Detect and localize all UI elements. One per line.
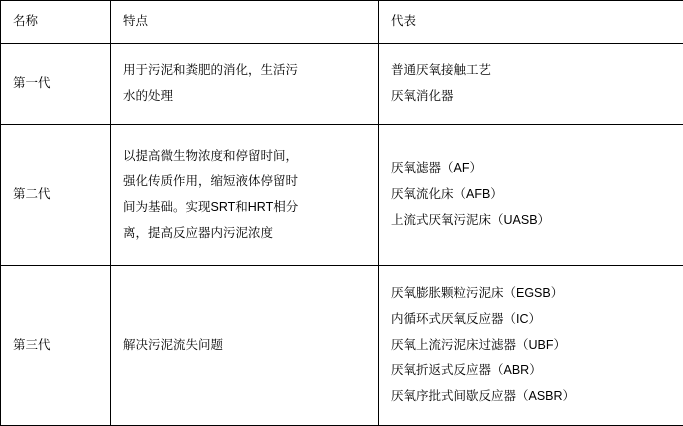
feature-line: 以提高微生物浓度和停留时间， [123, 145, 368, 169]
row-name-generation-2: 第二代 [1, 125, 111, 266]
row-representative-generation-2 [379, 125, 683, 266]
table-row [1, 125, 683, 266]
table-row [1, 266, 683, 426]
table-row [1, 44, 683, 125]
column-header-name: 名称 [1, 1, 111, 44]
representative-line: 厌氧折返式反应器（ABR） [391, 359, 673, 383]
representative-line: 厌氧流化床（AFB） [391, 183, 673, 207]
representative-line: 厌氧滤器（AF） [391, 157, 673, 181]
feature-line: 间为基础。实现SRT和HRT相分 [123, 196, 368, 220]
row-feature-generation-3 [111, 266, 379, 426]
row-name-generation-3: 第三代 [1, 266, 111, 426]
column-header-representative: 代表 [379, 1, 683, 44]
column-header-feature: 特点 [111, 1, 379, 44]
representative-line: 内循环式厌氧反应器（IC） [391, 308, 673, 332]
representative-line: 普通厌氧接触工艺 [391, 59, 673, 83]
representative-line: 厌氧上流污泥床过滤器（UBF） [391, 334, 673, 358]
table-header-row [1, 1, 683, 44]
representative-line: 厌氧膨胀颗粒污泥床（EGSB） [391, 282, 673, 306]
row-representative-generation-3 [379, 266, 683, 426]
feature-line: 水的处理 [123, 85, 368, 109]
feature-line: 离，提高反应器内污泥浓度 [123, 222, 368, 246]
representative-line: 上流式厌氧污泥床（UASB） [391, 209, 673, 233]
feature-line: 解决污泥流失问题 [123, 334, 368, 358]
feature-line: 用于污泥和粪肥的消化，生活污 [123, 59, 368, 83]
feature-line: 强化传质作用，缩短液体停留时 [123, 170, 368, 194]
row-name-generation-1: 第一代 [1, 44, 111, 125]
row-representative-generation-1 [379, 44, 683, 125]
row-feature-generation-1 [111, 44, 379, 125]
row-feature-generation-2 [111, 125, 379, 266]
representative-line: 厌氧消化器 [391, 85, 673, 109]
representative-line: 厌氧序批式间歇反应器（ASBR） [391, 385, 673, 409]
